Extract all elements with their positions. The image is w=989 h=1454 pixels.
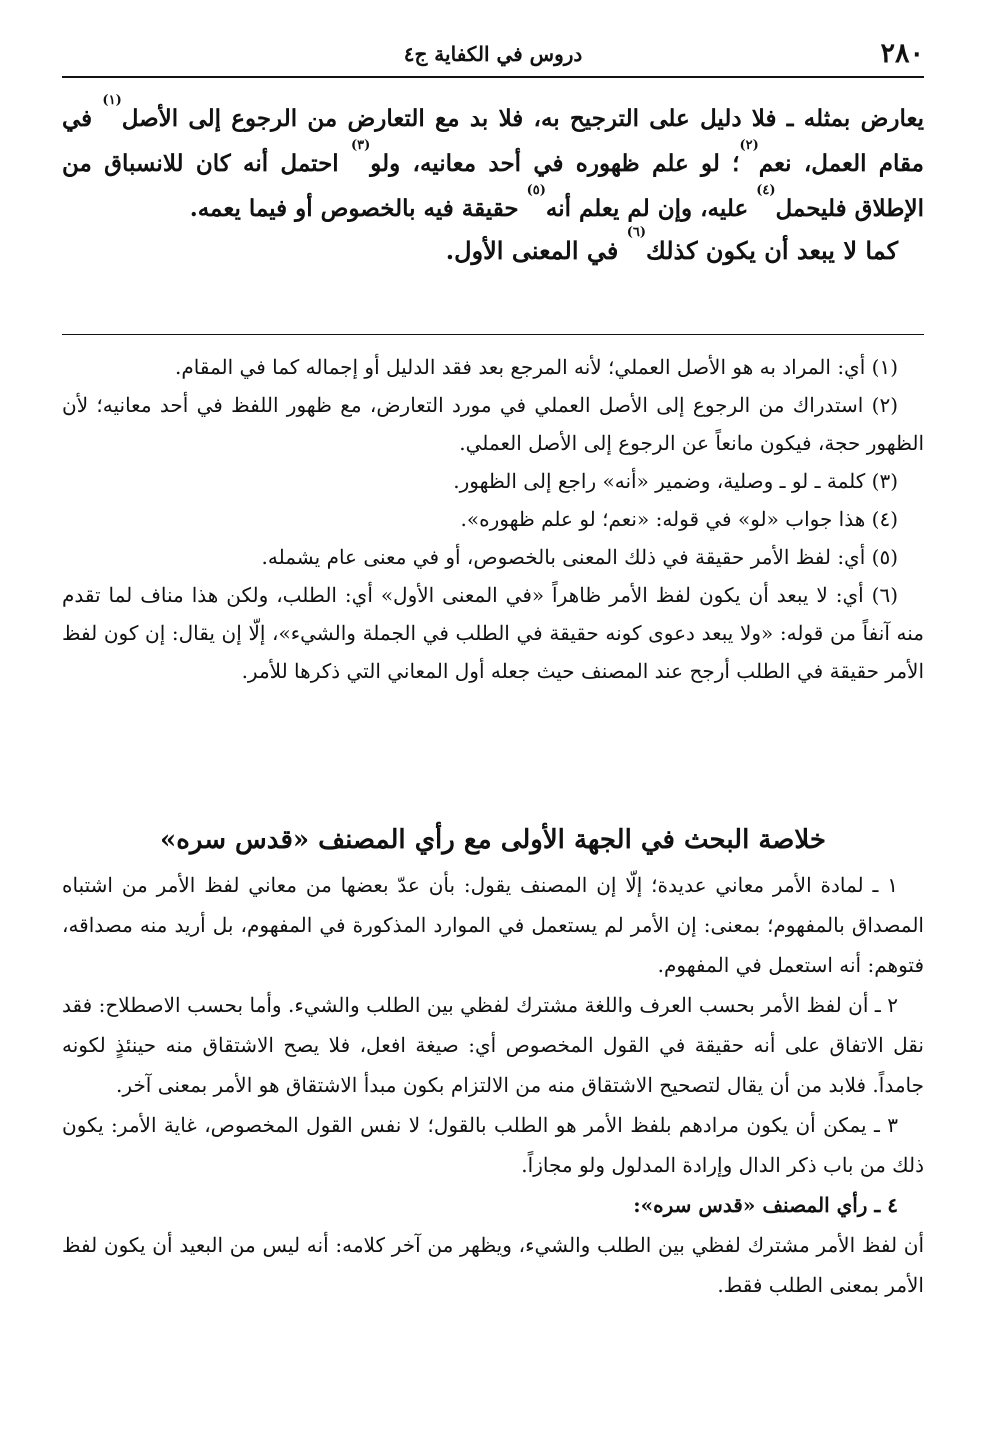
summary-section — [62, 815, 924, 1305]
summary-item-3: ٣ ـ يمكن أن يكون مرادهم بلفظ الأمر هو الطلب بالقول؛ لا نفس القول المخصوص، غاية الأمر: يكون ذلك من باب ذكر الدال وإرادة المدلول ولو مجازاً. — [62, 1113, 924, 1177]
summary-item-4-heading: ٤ ـ رأي المصنف «قدس سره»: — [633, 1193, 898, 1217]
summary-list — [62, 865, 924, 1305]
header-rule — [62, 76, 924, 78]
running-title: دروس في الكفاية ج٤ — [403, 42, 583, 66]
footnotes — [62, 348, 924, 690]
footnote-6: (٦) أي: لا يبعد أن يكون لفظ الأمر ظاهراً «في المعنى الأول» أي: الطلب، ولكن هذا مناف لما تقدم منه آنفاً من قوله: «ولا يبعد دعوى كونه حقيقة في الطلب في الجملة والشيء»، إلّا إن يقال: إن كون لفظ الأمر حقيقة في الطلب أرجح عند المصنف حيث جعله أول المعاني التي ذكرها للأمر. — [62, 583, 924, 683]
footnote-ref-1: (١) — [102, 93, 122, 108]
footnote-ref-3: (٣) — [350, 138, 371, 153]
summary-item-2: ٢ ـ أن لفظ الأمر بحسب العرف واللغة مشترك لفظي بين الطلب والشيء. وأما بحسب الاصطلاح: فقد نقل الاتفاق على أنه حقيقة في القول المخصوص أي: صيغة افعل، فلا يصح الاشتقاق منه حينئذٍ لكونه جامداً. فلابد من أن يقال لتصحيح الاشتقاق منه من الالتزام بكون مبدأ الاشتقاق هو الأمر بمعنى آخر. — [62, 993, 924, 1097]
footnote-ref-2: (٢) — [739, 138, 759, 153]
footnote-ref-4: (٤) — [756, 183, 776, 198]
page-number: ٢٨٠ — [880, 38, 924, 69]
summary-item-4-text: أن لفظ الأمر مشترك لفظي بين الطلب والشيء، ويظهر من آخر كلامه: أنه ليس من البعيد أن يكون لفظ الأمر بمعنى الطلب فقط. — [62, 1233, 924, 1297]
footnote-1: (١) أي: المراد به هو الأصل العملي؛ لأنه المرجع بعد فقد الدليل أو إجماله كما في المقام. — [175, 355, 898, 379]
footnote-ref-6: (٦) — [626, 225, 646, 240]
footnote-ref-5: (٥) — [526, 183, 546, 198]
main-paragraph-2: كما لا يبعد أن يكون كذلك$^{(٦)}$ في المعنى الأول. — [445, 225, 898, 265]
book-page — [62, 0, 924, 1454]
footnote-5: (٥) أي: لفظ الأمر حقيقة في ذلك المعنى بالخصوص، أو في معنى عام يشمله. — [261, 545, 898, 569]
footnote-4: (٤) هذا جواب «لو» في قوله: «نعم؛ لو علم ظهوره». — [460, 507, 898, 531]
footnote-separator — [62, 334, 924, 335]
page-header — [62, 38, 924, 80]
footnote-2: (٢) استدراك من الرجوع إلى الأصل العملي في مورد التعارض، مع ظهور اللفظ في أحد معانيه؛ لأن الظهور حجة، فيكون مانعاً عن الرجوع إلى الأصل العملي. — [62, 393, 924, 455]
main-text — [62, 93, 924, 273]
main-paragraph-1: يعارض بمثله ـ فلا دليل على الترجيح به، فلا بد مع التعارض من الرجوع إلى الأصل$^{(١)}$ في مقام العمل، نعم$^{(٢)}$؛ لو علم ظهوره في أحد معانيه، ولو$^{(٣)}$ احتمل أنه كان للانسباق من الإطلاق فليحمل$^{(٤)}$ عليه، وإن لم يعلم أنه$^{(٥)}$ حقيقة فيه بالخصوص أو فيما يعمه. — [62, 93, 924, 222]
footnote-3: (٣) كلمة ـ لو ـ وصلية، وضمير «أنه» راجع إلى الظهور. — [453, 469, 898, 493]
section-heading: خلاصة البحث في الجهة الأولى مع رأي المصنف «قدس سره» — [160, 825, 826, 855]
summary-item-1: ١ ـ لمادة الأمر معاني عديدة؛ إلّا إن المصنف يقول: بأن عدّ بعضها من معاني لفظ الأمر من اشتباه المصداق بالمفهوم؛ بمعنى: إن الأمر لم يستعمل في الموارد المذكورة في المفهوم، بل أريد منه مصداقه، فتوهم: أنه استعمل في المفهوم. — [62, 873, 924, 977]
